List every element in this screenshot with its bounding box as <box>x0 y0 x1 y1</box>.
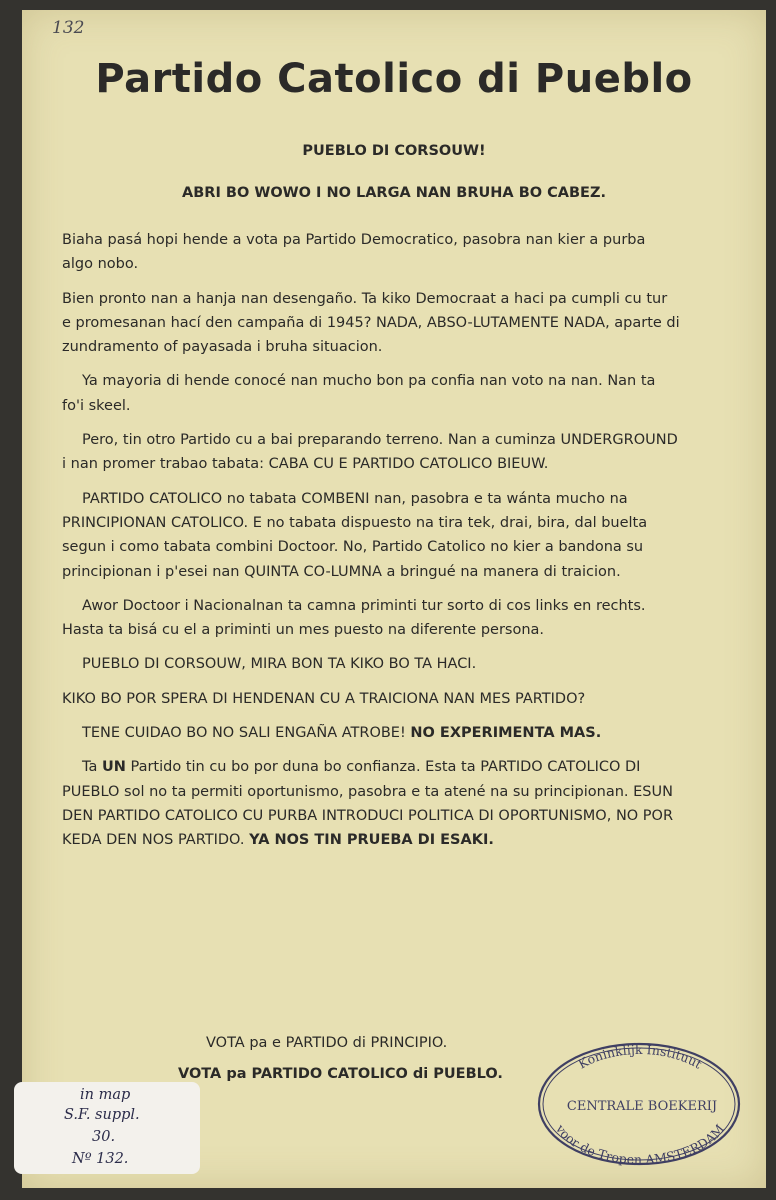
note-line-3: 30. <box>92 1129 116 1145</box>
paragraph: PUEBLO DI CORSOUW, MIRA BON TA KIKO BO TA HACI. <box>82 656 477 673</box>
leaflet-body <box>62 228 680 863</box>
paragraph: KIKO BO POR SPERA DI HENDENAN CU A TRAICIONA NAN MES PARTIDO? <box>62 690 586 707</box>
paragraph: Bien pronto nan a hanja nan desengaño. Ta kiko Democraat a haci pa cumpli cu tur e promesanan hací den campaña di 1945? NADA, ABSO-LUTAMENTE NADA, aparte di zundramento of payasada i bruha situacion. <box>62 290 680 356</box>
closing-line-1: VOTA pa e PARTIDO di PRINCIPIO. <box>206 1035 448 1051</box>
folio-number: 132 <box>52 18 85 38</box>
confidence-un: UN <box>101 759 126 776</box>
stamp-line-1: Koninklijk Instituut <box>575 1041 705 1072</box>
closing-line-2: VOTA pa PARTIDO CATOLICO di PUEBLO. <box>178 1066 503 1082</box>
subtitle-slogan: ABRI BO WOWO I NO LARGA NAN BRUHA BO CABEZ. <box>182 185 606 201</box>
stamp-line-3: voor de Tropen AMSTERDAM <box>552 1121 728 1168</box>
paragraph: Awor Doctoor i Nacionalnan ta camna priminti tur sorto di cos links en rechts. Hasta ta bisá cu el a priminti un mes puesto na diferente persona. <box>62 597 646 639</box>
paragraph: Ya mayoria di hende conocé nan mucho bon pa confia nan voto na nan. Nan ta fo'i skeel. <box>62 373 656 414</box>
page-title: Partido Catolico di Pueblo <box>95 56 693 102</box>
subtitle-greeting: PUEBLO DI CORSOUW! <box>302 143 486 159</box>
paragraph: PARTIDO CATOLICO no tabata COMBENI nan, pasobra e ta wánta mucho na PRINCIPIONAN CATOLICO. E no tabata dispuesto na tira tek, drai, bira, dal buelta segun i como tabata combini Doctoor. No, Partido Catolico no kier a bandona su principionan i p'esei nan QUINTA CO-LUMNA a bringué na manera di traicion. <box>62 490 648 580</box>
note-line-1: in map <box>80 1087 131 1103</box>
paragraph: Biaha pasá hopi hende a vota pa Partido Democratico, pasobra nan kier a purba algo nobo. <box>62 232 646 273</box>
note-line-4: Nº 132. <box>72 1151 129 1167</box>
confidence-proof: YA NOS TIN PRUEBA DI ESAKI. <box>249 832 494 849</box>
note-line-2: S.F. suppl. <box>64 1107 140 1123</box>
confidence-c: Partido tin cu bo por duna bo confianza. Esta ta PARTIDO CATOLICO DI PUEBLO sol no ta permiti oportunismo, pasobra e ta atené na su principionan. ESUN DEN PARTIDO CATOLICO CU PURBA INTRODUCI POLITICA DI OPORTUNISMO, NO POR KEDA DEN NOS PARTIDO. <box>62 759 674 849</box>
library-stamp <box>536 1040 742 1168</box>
paragraph-confidence <box>62 755 680 852</box>
handwritten-note <box>14 1082 200 1174</box>
paragraph: Pero, tin otro Partido cu a bai preparando terreno. Nan a cuminza UNDERGROUND i nan promer trabao tabata: CABA CU E PARTIDO CATOLICO BIEUW. <box>62 432 678 473</box>
confidence-a: Ta <box>82 759 102 776</box>
stamp-line-2: CENTRALE BOEKERIJ <box>566 1099 718 1114</box>
paragraph-warning <box>62 721 680 745</box>
warning-bold: NO EXPERIMENTA MAS. <box>410 725 602 742</box>
warning-text: TENE CUIDAO BO NO SALI ENGAÑA ATROBE! <box>82 725 411 742</box>
